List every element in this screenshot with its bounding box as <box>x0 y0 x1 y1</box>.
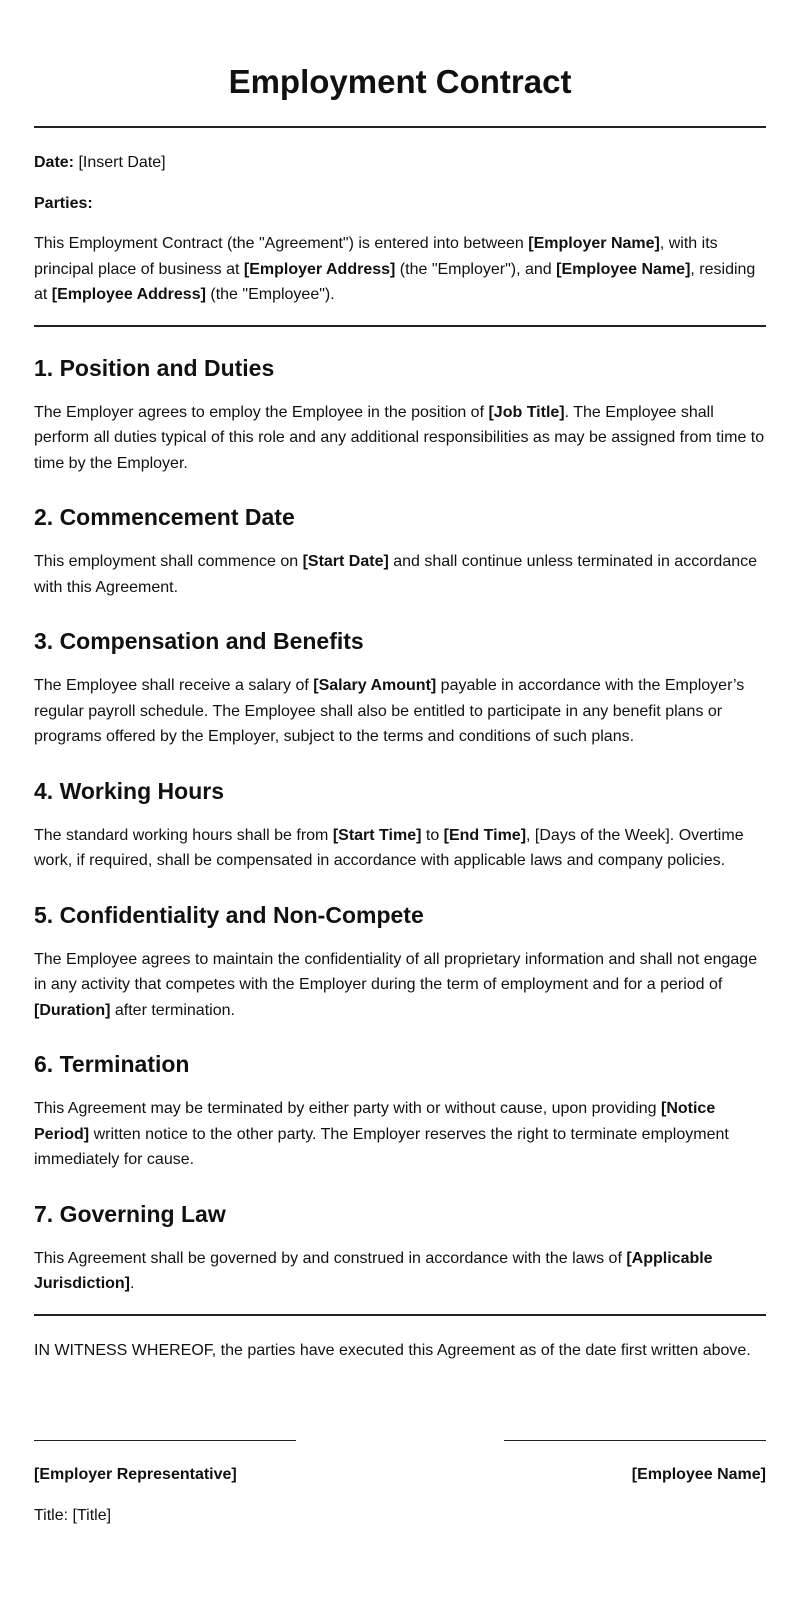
section-position-duties <box>34 353 766 477</box>
section-compensation-benefits <box>34 626 766 750</box>
start-time-placeholder: [Start Time] <box>332 826 422 844</box>
date-value: [Insert Date] <box>74 154 166 171</box>
end-time-placeholder: [End Time] <box>443 826 527 844</box>
section-working-hours <box>34 776 766 874</box>
section-body: The Employee shall receive a salary of [Salary Amount] payable in accordance with the Employer’s regular payroll schedule. The Employee shall also be entitled to participate in any benefit plans or programs offered by the Employer, subject to the terms and conditions of such plans. <box>34 677 745 745</box>
divider <box>34 126 766 128</box>
section-heading: 2. Commencement Date <box>34 504 295 530</box>
section-body: The Employee agrees to maintain the confidentiality of all proprietary information and shall not engage in any activity that competes with the Employer during the term of employment and for a period of [Duration] after termination. <box>34 950 758 1019</box>
witness-statement: IN WITNESS WHEREOF, the parties have executed this Agreement as of the date first written above. <box>34 1341 751 1359</box>
divider <box>34 1314 766 1316</box>
signature-names <box>34 1462 766 1488</box>
signer-title-line: Title: [Title] <box>34 1506 112 1524</box>
section-heading: 3. Compensation and Benefits <box>34 628 364 654</box>
employer-signature-line <box>34 1440 296 1441</box>
section-body: This employment shall commence on [Start Date] and shall continue unless terminated in accordance with this Agreement. <box>34 553 758 596</box>
parties-paragraph: This Employment Contract (the "Agreement") is entered into between [Employer Name], with its principal place of business at [Employer Address] (the "Employer"), and [Employee Name], residing at [Employee Address] (the "Employee"). <box>34 235 756 303</box>
section-heading: 5. Confidentiality and Non-Compete <box>34 901 424 928</box>
section-heading: 1. Position and Duties <box>34 354 275 381</box>
section-commencement-date <box>34 502 766 600</box>
section-heading: 4. Working Hours <box>34 777 224 804</box>
document-title: Employment Contract <box>228 63 572 100</box>
section-body: The Employer agrees to employ the Employee in the position of [Job Title]. The Employee shall perform all duties typical of this role and any additional responsibilities as may be assigned from time to time by the Employer. <box>34 403 765 472</box>
employee-address-placeholder: [Employee Address] <box>51 286 206 303</box>
section-body: The standard working hours shall be from [Start Time] to [End Time], [Days of the Week]. Overtime work, if required, shall be compensated in accordance with applicable laws and company policies. <box>34 826 744 869</box>
duration-placeholder: [Duration] <box>34 1001 111 1019</box>
employer-name-placeholder: [Employer Name] <box>528 235 660 252</box>
date-label: Date: <box>34 154 75 171</box>
start-date-placeholder: [Start Date] <box>302 553 389 570</box>
signature-lines <box>34 1440 766 1441</box>
section-termination <box>34 1049 766 1173</box>
jurisdiction-placeholder: [Applicable Jurisdiction] <box>34 1249 713 1292</box>
employee-name-placeholder: [Employee Name] <box>556 260 691 278</box>
employee-signature-line <box>504 1440 766 1441</box>
divider <box>34 325 766 327</box>
job-title-placeholder: [Job Title] <box>488 403 565 421</box>
employee-name-label: [Employee Name] <box>631 1466 766 1483</box>
employer-address-placeholder: [Employer Address] <box>243 260 396 278</box>
section-body: This Agreement may be terminated by either party with or without cause, upon providing [Notice Period] written notice to the other party. The Employer reserves the right to terminate employment immediately for cause. <box>34 1100 729 1168</box>
employer-representative-label: [Employer Representative] <box>34 1466 237 1483</box>
section-confidentiality <box>34 900 766 1024</box>
notice-period-placeholder: [Notice Period] <box>34 1100 716 1143</box>
section-body: This Agreement shall be governed by and construed in accordance with the laws of [Applicable Jurisdiction]. <box>34 1249 713 1292</box>
section-heading: 7. Governing Law <box>34 1200 226 1227</box>
salary-placeholder: [Salary Amount] <box>313 677 437 694</box>
section-governing-law <box>34 1199 766 1297</box>
parties-label: Parties: <box>34 194 93 212</box>
date-line <box>34 150 766 176</box>
section-heading: 6. Termination <box>34 1051 190 1077</box>
